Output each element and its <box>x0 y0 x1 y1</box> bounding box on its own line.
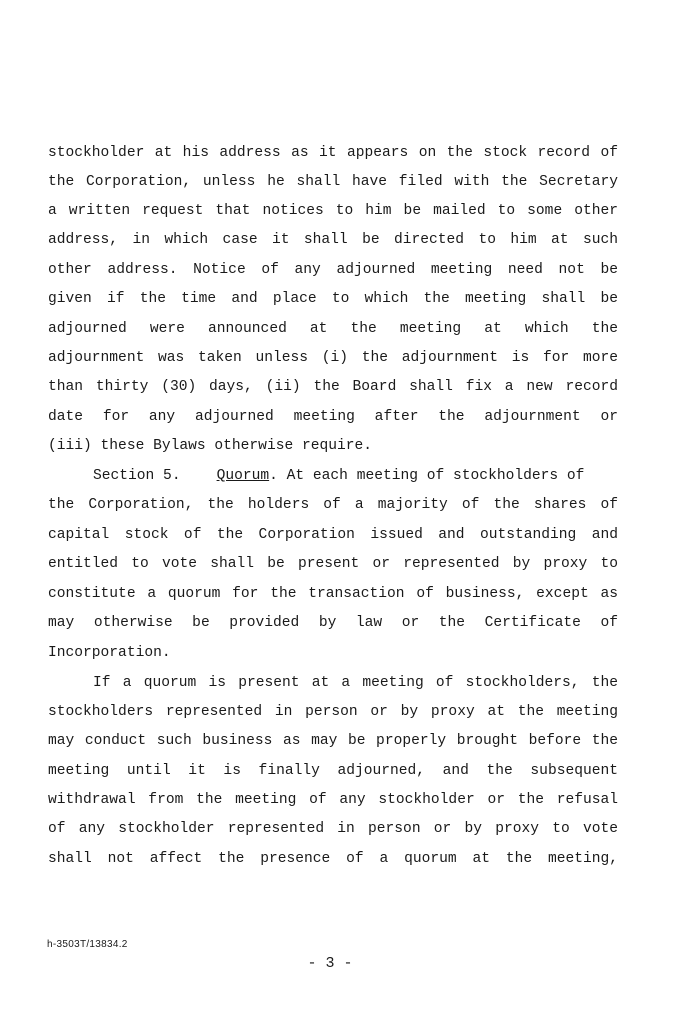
body-line: of any stockholder represented in person or by proxy to vote <box>48 821 618 837</box>
body-line: Incorporation. <box>48 645 171 661</box>
body-line: capital stock of the Corporation issued and outstanding and <box>48 527 618 543</box>
body-line: withdrawal from the meeting of any stockholder or the refusal <box>48 792 618 808</box>
page-number: - 3 - <box>307 955 353 972</box>
section-number: Section 5. <box>93 468 181 484</box>
body-line: stockholder at his address as it appears on the stock record of <box>48 145 618 161</box>
body-line: stockholders represented in person or by proxy at the meeting <box>48 704 618 720</box>
body-line: (iii) these Bylaws otherwise require. <box>48 438 373 454</box>
body-line: If a quorum is present at a meeting of stockholders, the <box>93 675 618 691</box>
body-line: adjourned were announced at the meeting at which the <box>48 321 618 337</box>
document-id: h-3503T/13834.2 <box>47 939 128 950</box>
section-title: Quorum <box>216 468 270 484</box>
body-line: the Corporation, the holders of a majority of the shares of <box>48 497 618 513</box>
body-line: address, in which case it shall be directed to him at such <box>48 232 618 248</box>
body-line: entitled to vote shall be present or represented by proxy to <box>48 556 618 572</box>
body-line: given if the time and place to which the meeting shall be <box>48 291 618 307</box>
body-line: than thirty (30) days, (ii) the Board shall fix a new record <box>48 379 618 395</box>
body-line: constitute a quorum for the transaction of business, except as <box>48 586 618 602</box>
body-line: a written request that notices to him be mailed to some other <box>48 203 618 219</box>
section-heading-line <box>93 467 618 485</box>
section-first-line-text: . At each meeting of stockholders of <box>269 468 585 484</box>
body-line: may otherwise be provided by law or the Certificate of <box>48 615 618 631</box>
body-line: shall not affect the presence of a quorum at the meeting, <box>48 851 618 867</box>
body-line: other address. Notice of any adjourned meeting need not be <box>48 262 618 278</box>
body-line: may conduct such business as may be properly brought before the <box>48 733 618 749</box>
body-line: date for any adjourned meeting after the adjournment or <box>48 409 618 425</box>
body-line: the Corporation, unless he shall have filed with the Secretary <box>48 174 618 190</box>
body-line: adjournment was taken unless (i) the adjournment is for more <box>48 350 618 366</box>
body-line: meeting until it is finally adjourned, and the subsequent <box>48 763 618 779</box>
